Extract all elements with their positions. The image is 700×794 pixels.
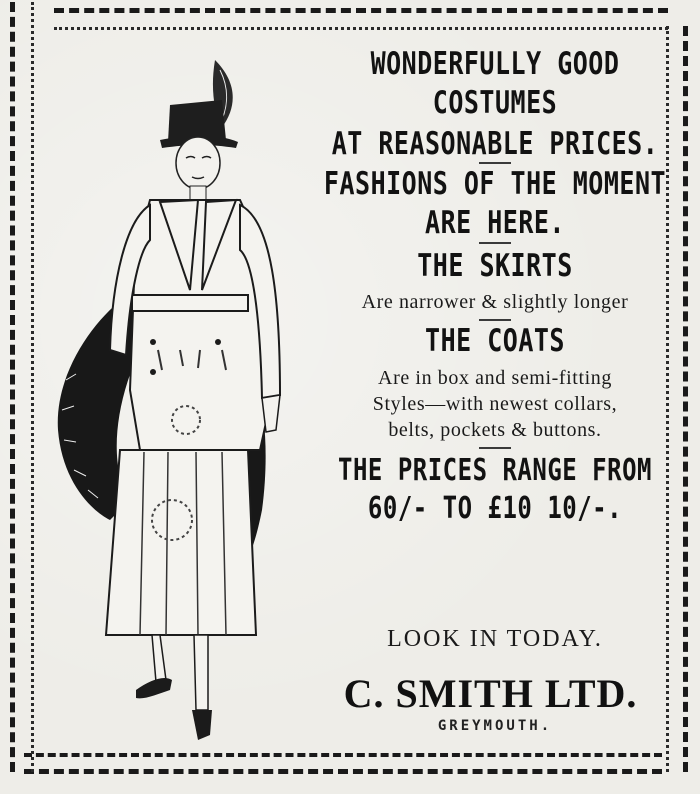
headline-reasonable-prices: AT REASONABLE PRICES. [331,124,659,161]
skirts-heading: THE SKIRTS [417,246,573,284]
coats-description-line-1: Are in box and semi-fitting [378,367,612,390]
prices-heading: THE PRICES RANGE FROM [338,452,652,488]
divider [479,447,511,449]
coats-description-line-2: Styles—with newest collars, [372,393,618,416]
prices-range: 60/- TO £10 10/-. [367,490,623,526]
headline-are-here: ARE HERE. [425,204,565,241]
company-town: GREYMOUTH. [437,718,553,734]
border-top [54,8,668,30]
headline-wonderfully-good: WONDERFULLY GOOD [370,45,620,82]
headline-costumes: COSTUMES [432,83,558,121]
divider [479,319,511,321]
border-bottom [24,753,662,774]
look-in-today: LOOK IN TODAY. [387,626,603,652]
fashion-illustration [40,50,300,750]
headline-fashions: FASHIONS OF THE MOMENT [323,165,667,202]
coats-description-line-3: belts, pockets & buttons. [388,419,602,442]
company-name: C. SMITH LTD. [343,671,638,716]
border-left [10,2,34,772]
divider [479,162,511,164]
divider [479,242,511,244]
advert-text-column [320,40,670,526]
coats-heading: THE COATS [425,321,565,358]
skirts-description: Are narrower & slightly longer [361,290,629,313]
